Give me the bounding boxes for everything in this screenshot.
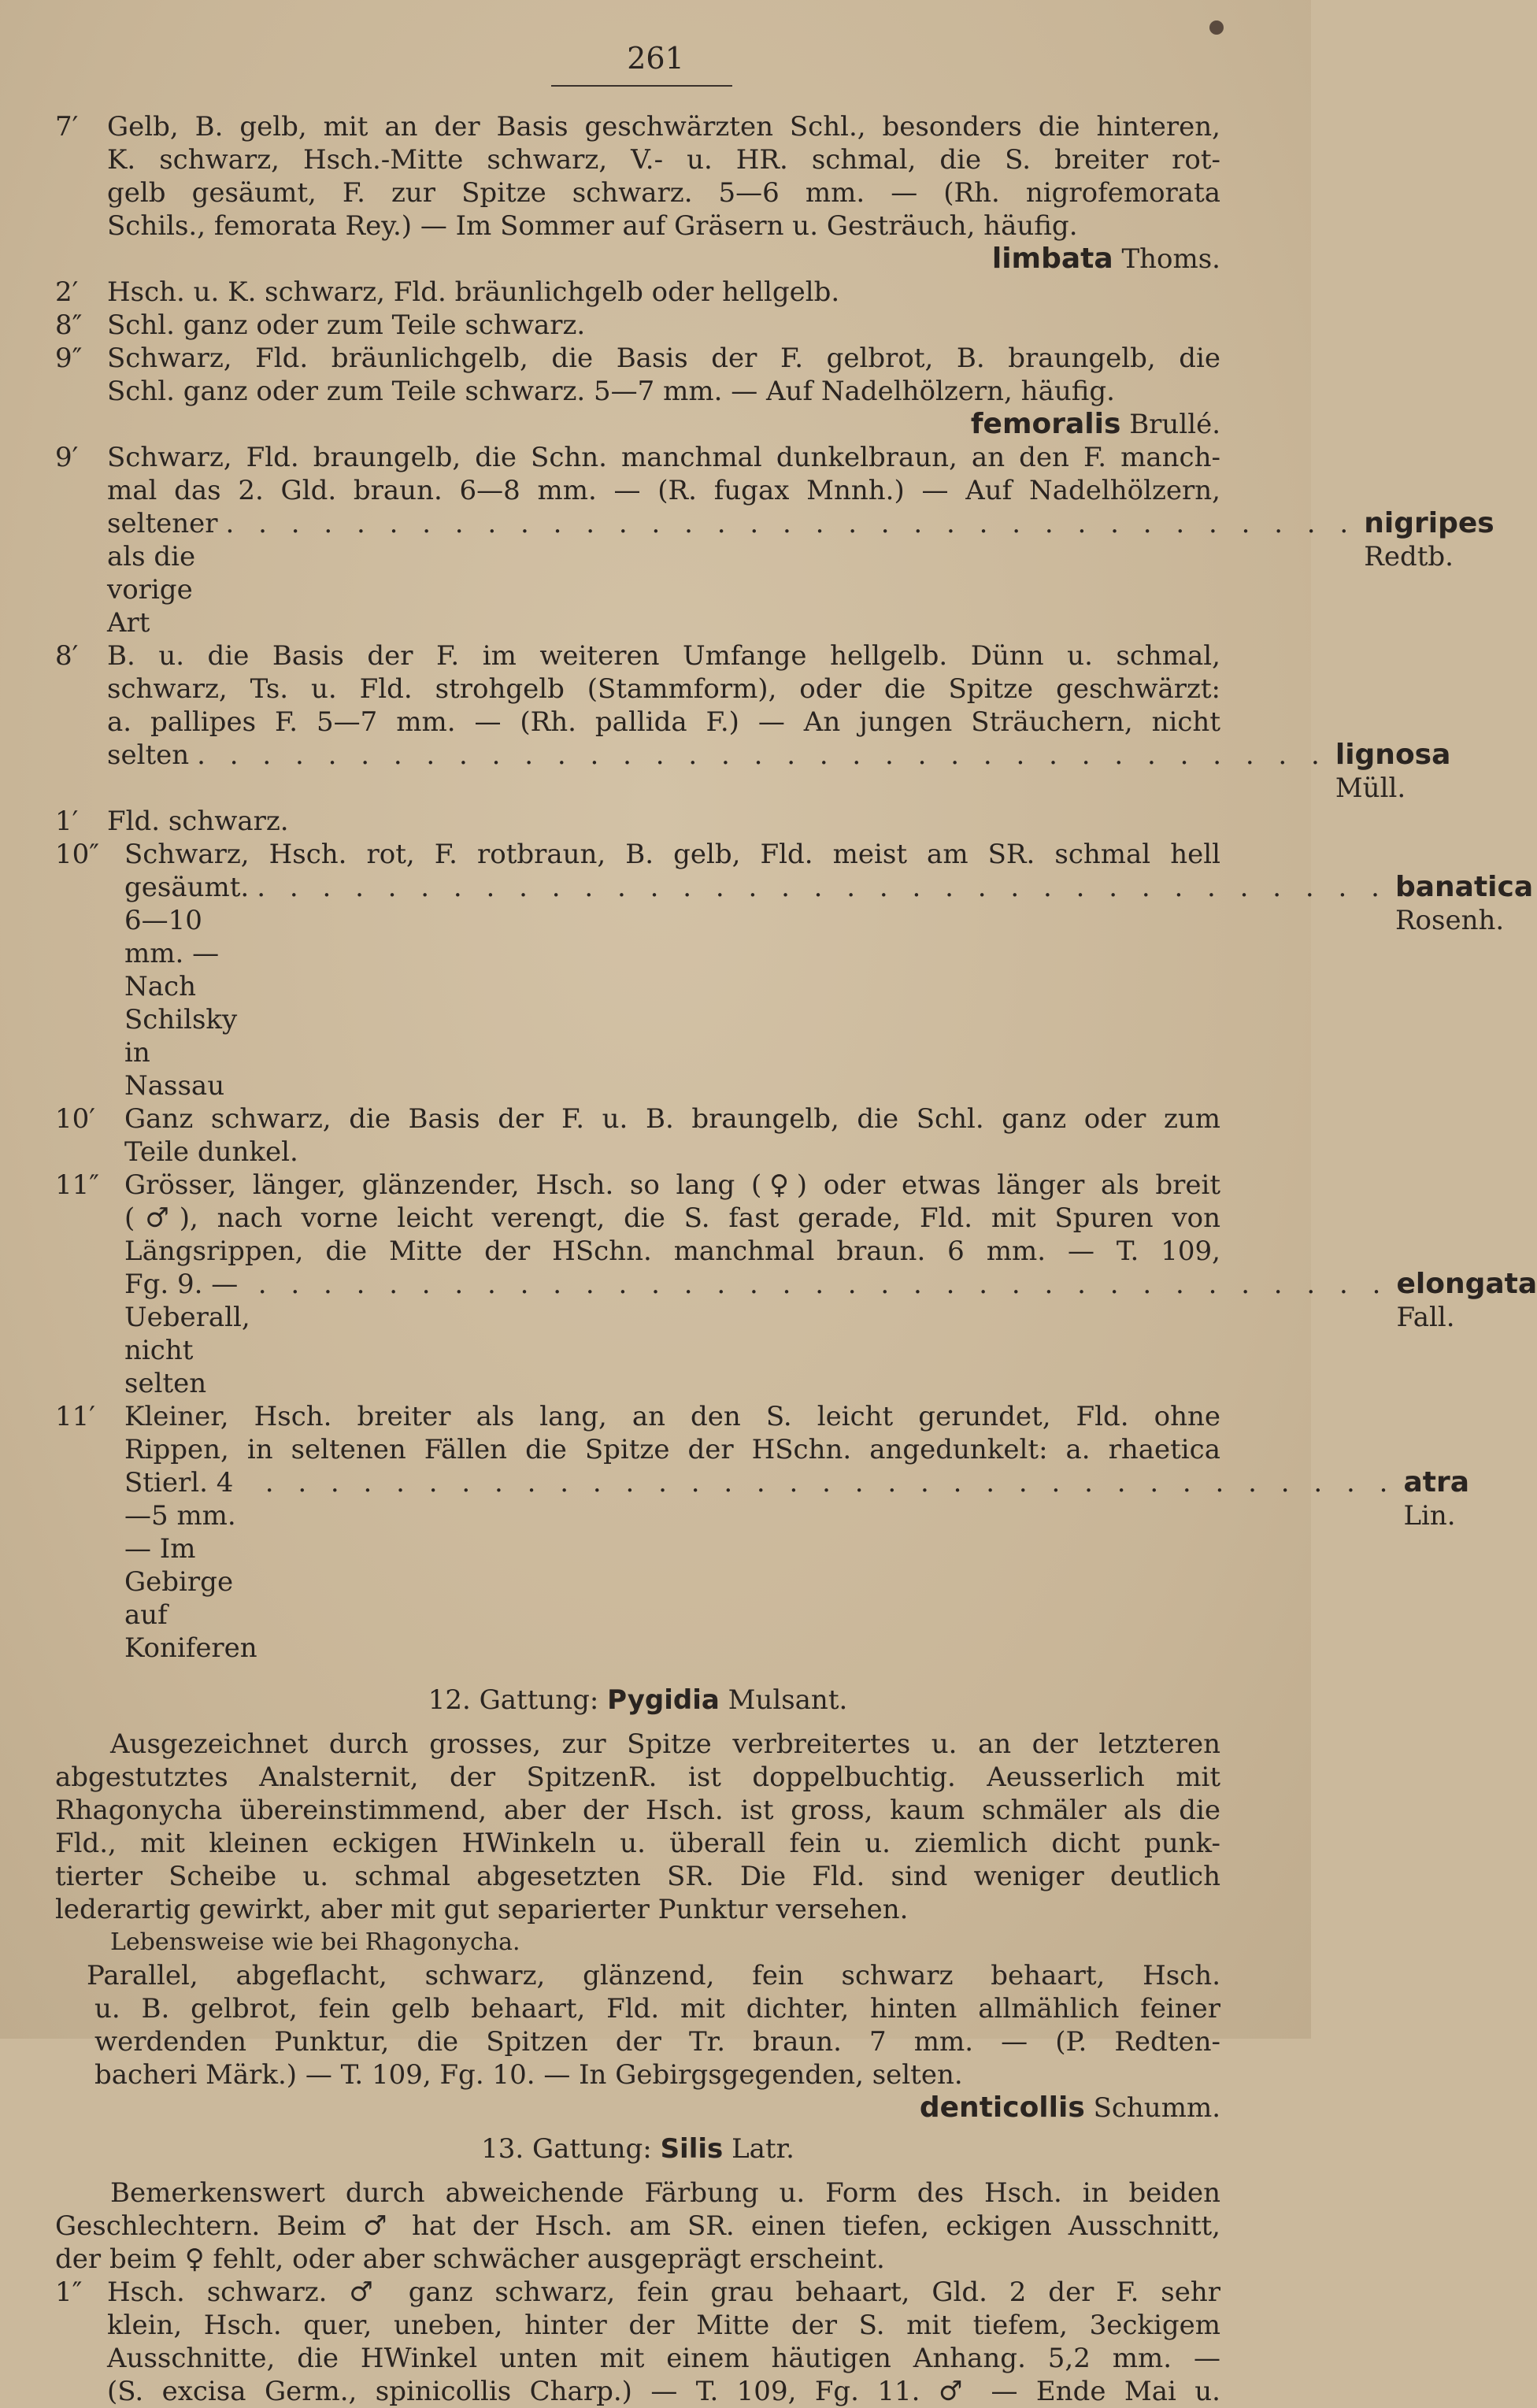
text-line: Grösser, länger, glänzender, Hsch. so lang (♀) oder etwas länger als breit [124, 1169, 1220, 1201]
page-number: 261 [627, 41, 684, 76]
text-line: abgestutztes Analsternit, der SpitzenR. ist doppelbuchtig. Aeusserlich mit [55, 1762, 1220, 1793]
text-line: Gelb, B. gelb, mit an der Basis geschwärzten Schl., besonders die hinteren, [107, 111, 1220, 143]
text-line: Fg. 9. — Ueberall, nicht selten [124, 1269, 250, 1399]
species-entry [1335, 739, 1451, 805]
text-line: Hsch. u. K. schwarz, Fld. bräunlichgelb oder hellgelb. [107, 276, 840, 308]
key-entry [55, 309, 1220, 342]
text-line: B. u. die Basis der F. im weiteren Umfange hellgelb. Dünn u. schmal, [107, 640, 1220, 672]
genus-12-description [55, 1728, 1220, 1926]
species-author: Thoms. [1121, 243, 1220, 275]
text-line: Rippen, in seltenen Fällen die Spitze der HSchn. angedunkelt: a. rhaetica [124, 1434, 1220, 1465]
text-line: (S. excisa Germ., spinicollis Charp.) — T. 109, Fg. 11. ♂ — Ende Mai u. [107, 2376, 1220, 2407]
species-name: atra [1403, 1466, 1469, 1499]
text-line: Parallel, abgeflacht, schwarz, glänzend, fein schwarz behaart, Hsch. [87, 1960, 1220, 1991]
text-line: Schl. ganz oder zum Teile schwarz. [107, 309, 586, 341]
lebensweise-note: Lebensweise wie bei Rhagonycha. [110, 1928, 520, 1956]
text-line-with-species [124, 1466, 1469, 1665]
couplet-number: 1′ [55, 806, 79, 837]
text-line: Teile dunkel. [124, 1136, 298, 1168]
text-line: Fld. schwarz. [107, 806, 289, 837]
text-line: Fld., mit kleinen eckigen HWinkeln u. überall fein u. ziemlich dicht punk- [55, 1828, 1220, 1859]
text-line: mal das 2. Gld. braun. 6—8 mm. — (R. fugax Mnnh.) — Auf Nadelhölzern, [107, 475, 1220, 506]
genus-name: Pygidia [607, 1684, 720, 1716]
genus-13-description [55, 2176, 1220, 2276]
text-line: Schl. ganz oder zum Teile schwarz. 5—7 mm. — Auf Nadelhölzern, häufig. [107, 376, 1115, 407]
text-line: schwarz, Ts. u. Fld. strohgelb (Stammform), oder die Spitze geschwärzt: [107, 673, 1220, 705]
text-line: Schils., femorata Rey.) — Im Sommer auf Gräsern u. Gesträuch, häufig. [107, 210, 1078, 242]
species-line: denticollis Schumm. [919, 2091, 1220, 2124]
text-line: Hsch. schwarz. ♂ ganz schwarz, fein grau behaart, Gld. 2 der F. sehr [107, 2276, 1220, 2308]
text-line-with-species [107, 739, 1451, 805]
key-entry [55, 805, 1220, 838]
key-entry [55, 838, 1534, 1102]
text-line: Ganz schwarz, die Basis der F. u. B. braungelb, die Schl. ganz oder zum [124, 1103, 1220, 1135]
text-line: gelb gesäumt, F. zur Spitze schwarz. 5—6 mm. — (Rh. nigrofemorata [107, 177, 1220, 209]
couplet-number: 10′ [55, 1103, 95, 1135]
key-entry [55, 441, 1494, 639]
text-line: Geschlechtern. Beim ♂ hat der Hsch. am SR. einen tiefen, eckigen Ausschnitt, [55, 2210, 1220, 2242]
text-line-with-species [124, 871, 1534, 1102]
text-line: Längsrippen, die Mitte der HSchn. manchmal braun. 6 mm. — T. 109, [124, 1235, 1220, 1267]
leader-dots: . . . . . . . . . . . . . . . . . . . . . . . . . . . . . . . . . . . [197, 739, 1328, 771]
couplet-number: 9′ [55, 442, 79, 473]
ink-spot [1209, 20, 1224, 35]
key-entry [55, 342, 1220, 441]
genus-12-species-description [55, 1959, 1220, 2091]
key-entry [55, 110, 1220, 276]
couplet-number: 10″ [55, 839, 99, 870]
species-line [107, 243, 1220, 276]
key-entry [55, 1400, 1469, 1665]
species-name: lignosa [1335, 739, 1451, 771]
species-entry [1396, 1268, 1537, 1400]
species-author: Redtb. [1364, 541, 1454, 572]
text-line: lederartig gewirkt, aber mit gut separierter Punktur versehen. [55, 1894, 909, 1925]
key-entries [55, 110, 1537, 1665]
species-name: banatica [1394, 871, 1534, 903]
text-line: der beim ♀ fehlt, oder aber schwächer ausgeprägt erscheint. [55, 2243, 885, 2275]
text-line: Schwarz, Hsch. rot, F. rotbraun, B. gelb, Fld. meist am SR. schmal hell [124, 839, 1220, 870]
couplet-number: 8′ [55, 640, 79, 672]
text-line-with-species [107, 507, 1494, 639]
couplet-number: 7′ [55, 111, 79, 143]
text-line: K. schwarz, Hsch.-Mitte schwarz, V.- u. HR. schmal, die S. breiter rot- [107, 144, 1220, 176]
text-line: u. B. gelbrot, fein gelb behaart, Fld. mit dichter, hinten allmählich feiner [94, 1993, 1220, 2025]
page-content [55, 110, 1537, 2408]
text-line: bacheri Märk.) — T. 109, Fg. 10. — In Gebirgsgegenden, selten. [94, 2059, 963, 2091]
species-author: Müll. [1335, 772, 1406, 804]
text-line: Ausschnitte, die HWinkel unten mit einem häutigen Anhang. 5,2 mm. — [107, 2343, 1220, 2374]
species-author: Fall. [1396, 1302, 1455, 1333]
leader-dots: . . . . . . . . . . . . . . . . . . . . . . . . . . . . . . . . . . . [257, 1269, 1389, 1300]
text-line: Bemerkenswert durch abweichende Färbung u. Form des Hsch. in beiden [110, 2177, 1220, 2209]
couplet-number: 1″ [55, 2276, 83, 2308]
text-line: klein, Hsch. quer, uneben, hinter der Mitte der S. mit tiefem, 3eckigem [107, 2310, 1220, 2341]
text-line: selten [107, 739, 190, 771]
couplet-number: 11″ [55, 1169, 99, 1201]
text-line: gesäumt. 6—10 mm. — Nach Schilsky in Nassau [124, 872, 250, 1102]
text-line: Kleiner, Hsch. breiter als lang, an den S. leicht gerundet, Fld. ohne [124, 1401, 1220, 1432]
genus-name: Silis [660, 2133, 724, 2165]
text-line: Schwarz, Fld. braungelb, die Schn. manchmal dunkelbraun, an den F. manch- [107, 442, 1220, 473]
couplet-number: 2′ [55, 276, 79, 308]
text-line: a. pallipes F. 5—7 mm. — (Rh. pallida F.) — An jungen Sträuchern, nicht [107, 706, 1220, 738]
species-author: Brullé. [1129, 409, 1220, 440]
leader-dots: . . . . . . . . . . . . . . . . . . . . . . . . . . . . . . . . . . . [225, 508, 1357, 539]
species-entry [1364, 507, 1494, 639]
page-number-rule [551, 85, 732, 87]
text-line: Stierl. 4—5 mm. — Im Gebirge auf Koniferen [124, 1467, 257, 1664]
species-entry [1403, 1466, 1469, 1665]
text-line: tierter Scheibe u. schmal abgesetzten SR. Die Fld. sind weniger deutlich [55, 1861, 1220, 1892]
genus-12-heading: 12. Gattung: Pygidia Mulsant. [428, 1684, 848, 1716]
couplet-number: 11′ [55, 1401, 95, 1432]
species-entry [1395, 871, 1533, 1102]
key-entry [55, 639, 1451, 805]
key-entry [55, 276, 1220, 309]
leader-dots: . . . . . . . . . . . . . . . . . . . . . . . . . . . . . . . . . . . [265, 1467, 1396, 1499]
species-name: femoralis [970, 408, 1121, 440]
text-line: Ausgezeichnet durch grosses, zur Spitze verbreitertes u. an der letzteren [110, 1728, 1220, 1760]
text-line: Rhagonycha übereinstimmend, aber der Hsch. ist gross, kaum schmäler als die [55, 1795, 1220, 1826]
text-line: seltener als die vorige Art [107, 508, 218, 639]
text-line-with-species [124, 1268, 1537, 1400]
species-name: nigripes [1364, 507, 1494, 539]
species-author: Rosenh. [1394, 905, 1505, 936]
couplet-number: 9″ [55, 343, 83, 374]
species-name: limbata [991, 243, 1113, 275]
species-line [107, 408, 1220, 441]
text-line: Schwarz, Fld. bräunlichgelb, die Basis der F. gelbrot, B. braungelb, die [107, 343, 1220, 374]
species-name: elongata [1396, 1268, 1537, 1300]
key-entry [55, 1102, 1220, 1169]
genus-13-heading: 13. Gattung: Silis Latr. [481, 2133, 794, 2165]
genus-13-key-entry [55, 2276, 1220, 2408]
text-line: werdenden Punktur, die Spitzen der Tr. braun. 7 mm. — (P. Redten- [94, 2026, 1220, 2058]
couplet-number: 8″ [55, 309, 83, 341]
text-line: (♂), nach vorne leicht verengt, die S. fast gerade, Fld. mit Spuren von [124, 1202, 1220, 1234]
species-name: denticollis [919, 2091, 1085, 2124]
species-author: Lin. [1403, 1500, 1456, 1532]
leader-dots: . . . . . . . . . . . . . . . . . . . . . . . . . . . . . . . . . . . [257, 872, 1387, 903]
key-entry [55, 1169, 1537, 1400]
